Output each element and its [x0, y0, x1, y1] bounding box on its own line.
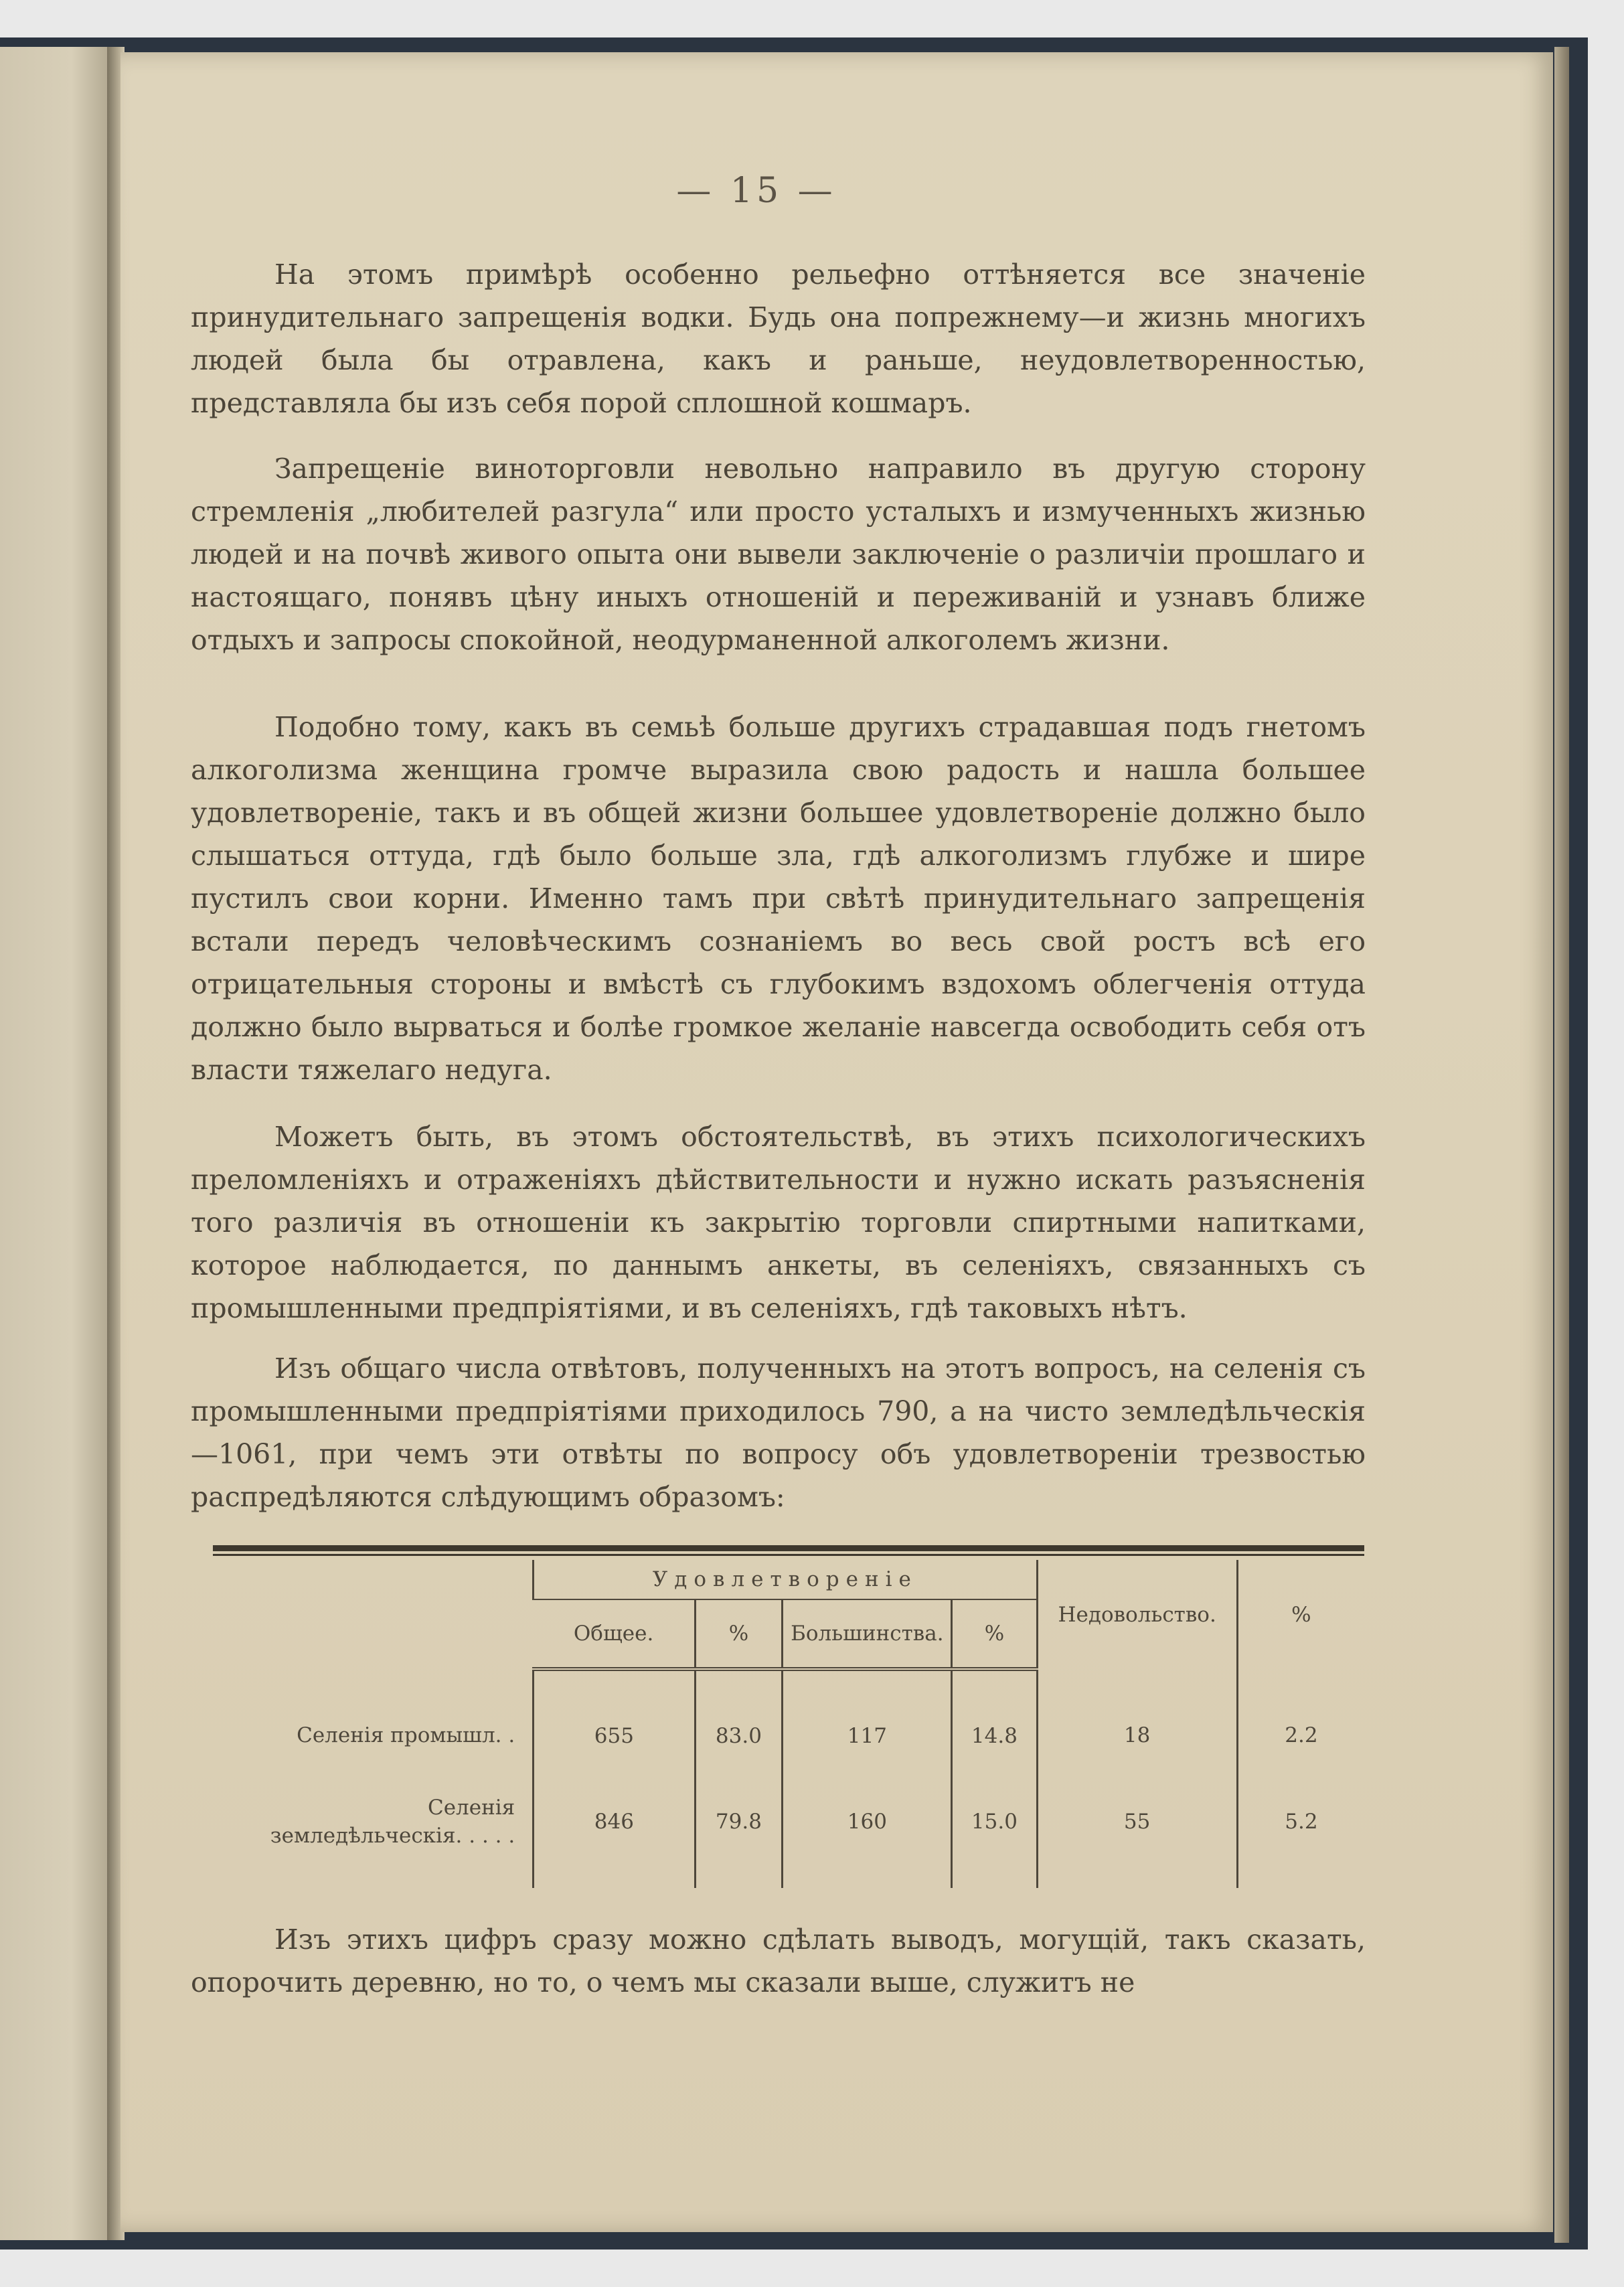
header-pct-3: %: [1237, 1560, 1364, 1669]
header-satisfaction: Удовлетвореніе: [534, 1560, 1037, 1599]
header-dissatisfaction: Недовольство.: [1037, 1560, 1237, 1669]
paragraph-3: Подобно тому, какъ въ семьѣ больше другихъ страдавшая подъ гнетомъ алкоголизма женщина громче выразила свою радость и нашла большее удовлетвореніе, такъ и въ общей жизни большее удовлетвореніе должно было слышаться оттуда, гдѣ было больше зла, гдѣ алкоголизмъ глубже и шире пустилъ свои корни. Именно тамъ при свѣтѣ принудительнаго запрещенія встали передъ человѣческимъ сознаніемъ во весь свой ростъ всѣ его отрицательныя стороны и вмѣстѣ съ глубокимъ вздохомъ облегченія оттуда должно было вырваться и болѣе громкое желаніе навсегда освободить себя отъ власти тяжелаго недуга.: [191, 711, 1366, 1086]
cell-pct-3: 2.2: [1237, 1669, 1364, 1782]
table-top-rule: [213, 1545, 1364, 1551]
table-row: [213, 1782, 1364, 1861]
row-label: Селенія земледѣльческія. . . . .: [270, 1796, 515, 1848]
header-pct-2: %: [952, 1599, 1037, 1669]
paragraph-4: Можетъ быть, въ этомъ обстоятельствѣ, въ этихъ психологическихъ преломленіяхъ и отраженіяхъ дѣйствительности и нужно искать разъясненія того различія въ отношеніи къ закрытію торговли спиртными напитками, которое наблюдается, по даннымъ анкеты, въ селеніяхъ, связанныхъ съ промышленными предпріятіями, и въ селеніяхъ, гдѣ таковыхъ нѣтъ.: [191, 1121, 1366, 1324]
cell-general: 846: [534, 1782, 695, 1861]
cell-general: 655: [534, 1669, 695, 1782]
cell-majority: 117: [783, 1669, 952, 1782]
header-general: Общее.: [534, 1599, 695, 1669]
paragraph-6: Изъ этихъ цифръ сразу можно сдѣлать выводъ, могущій, такъ сказать, опорочить деревню, но то, о чемъ мы сказали выше, служитъ не: [191, 1923, 1366, 1998]
cell-dissatisfaction: 55: [1037, 1782, 1237, 1861]
cell-majority: 160: [783, 1782, 952, 1861]
header-majority: Большинства.: [783, 1599, 952, 1669]
paragraph-5: Изъ общаго числа отвѣтовъ, полученныхъ на этотъ вопросъ, на селенія съ промышленными предпріятіями приходилось 790, а на чисто земледѣльческія—1061, при чемъ эти отвѣты по вопросу объ удовлетвореніи трезвостью распредѣляются слѣдующимъ образомъ:: [191, 1352, 1366, 1513]
table-spacer-row: [213, 1861, 1364, 1888]
cell-pct-2: 14.8: [952, 1669, 1037, 1782]
cell-pct-3: 5.2: [1237, 1782, 1364, 1861]
satisfaction-table: [213, 1560, 1364, 1888]
table-top-rule-thin: [213, 1554, 1364, 1556]
cell-dissatisfaction: 18: [1037, 1669, 1237, 1782]
header-pct-1: %: [695, 1599, 783, 1669]
cell-pct-1: 83.0: [695, 1669, 783, 1782]
table-header-blank: [213, 1560, 534, 1669]
page-number: — 15 —: [676, 171, 837, 211]
table-row: [213, 1669, 1364, 1782]
right-page-edge: [1554, 47, 1569, 2243]
paragraph-2: Запрещеніе виноторговли невольно направило въ другую сторону стремленія „любителей разгула“ или просто усталыхъ и измученныхъ жизнью людей и на почвѣ живого опыта они вывели заключеніе о различіи прошлаго и настоящаго, понявъ цѣну иныхъ отношеній и переживаній и узнавъ ближе отдыхъ и запросы спокойной, неодурманенной алкоголемъ жизни.: [191, 453, 1366, 656]
row-label: Селенія промышл. .: [297, 1723, 515, 1747]
paragraph-1: На этомъ примѣрѣ особенно рельефно оттѣняется все значеніе принудительнаго запрещенія водки. Будь она попрежнему—и жизнь многихъ людей была бы отравлена, какъ и раньше, неудовлетворенностью, представляла бы изъ себя порой сплошной кошмаръ.: [191, 258, 1366, 419]
cell-pct-1: 79.8: [695, 1782, 783, 1861]
cell-pct-2: 15.0: [952, 1782, 1037, 1861]
left-page-edge: [0, 47, 119, 2240]
